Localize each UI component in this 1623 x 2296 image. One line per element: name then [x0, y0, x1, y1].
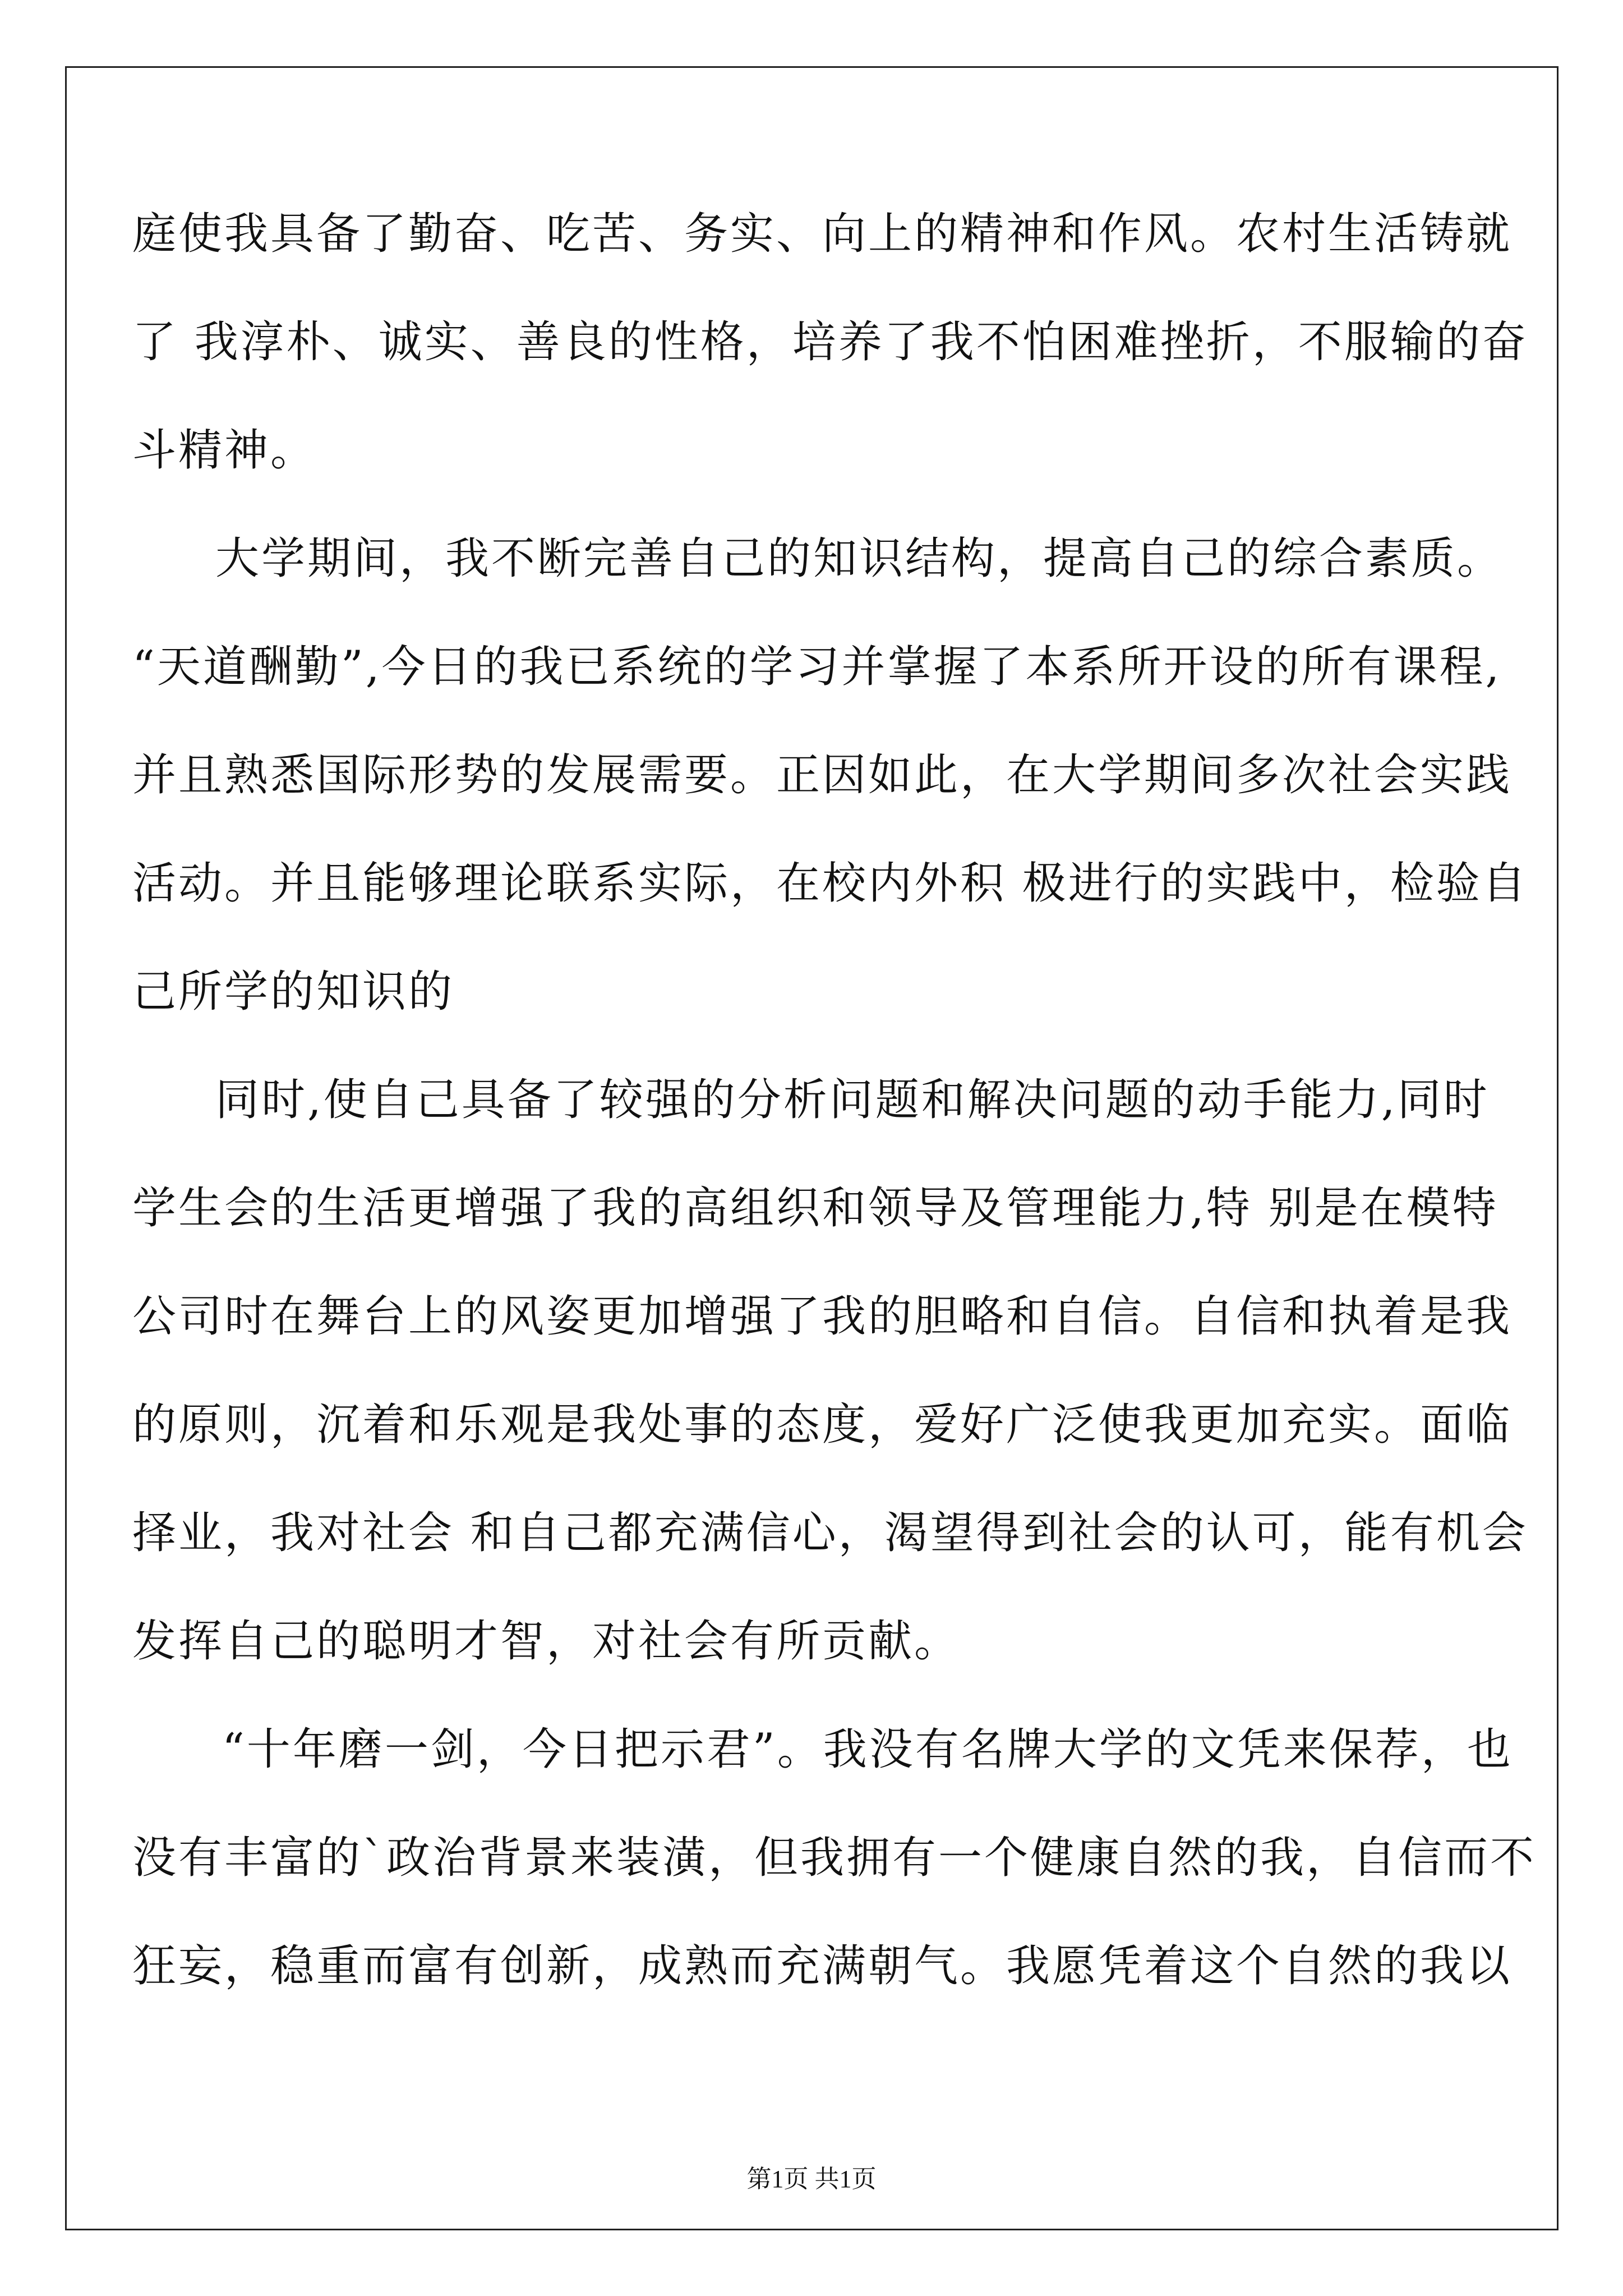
text-line: 公司时在舞台上的风姿更加增强了我的胆略和自信。自信和执着是我: [132, 1291, 1513, 1342]
text-line: 活动。并且能够理论联系实际，在校内外积 极进行的实践中，检验自: [132, 858, 1528, 909]
text-line: 斗精神。: [132, 425, 317, 476]
text-line: 了 我淳朴、诚实、善良的性格，培养了我不怕困难挫折，不服输的奋: [132, 317, 1528, 367]
text-line: 大学期间，我不断完善自己的知识结构，提高自己的综合素质。: [215, 533, 1504, 584]
text-line: 发挥自己的聪明才智，对社会有所贡献。: [132, 1616, 961, 1667]
text-line: 学生会的生活更增强了我的高组织和领导及管理能力,特 别是在模特: [132, 1183, 1498, 1234]
text-line: “天道酬勤”,今日的我已系统的学习并掌握了本系所开设的所有课程,: [132, 642, 1502, 692]
text-line: 没有丰富的`政治背景来装潢，但我拥有一个健康自然的我，自信而不: [132, 1833, 1537, 1883]
text-line: 狂妄，稳重而富有创新，成熟而充满朝气。我愿凭着这个自然的我以: [132, 1941, 1513, 1991]
text-line: “十年磨一剑，今日把示君”。我没有名牌大学的文凭来保荐，也: [222, 1724, 1513, 1775]
text-line: 同时,使自己具备了较强的分析问题和解决问题的动手能力,同时: [215, 1075, 1490, 1125]
page-number: 第1页 共1页: [746, 2165, 877, 2193]
page-border: [65, 66, 1559, 2230]
text-line: 择业，我对社会 和自己都充满信心，渴望得到社会的认可，能有机会: [132, 1508, 1528, 1558]
text-line: 并且熟悉国际形势的发展需要。正因如此，在大学期间多次社会实践: [132, 750, 1513, 800]
text-line: 己所学的知识的: [132, 967, 455, 1017]
text-line: 庭使我具备了勤奋、吃苦、务实、向上的精神和作风。农村生活铸就: [132, 209, 1513, 259]
text-line: 的原则，沉着和乐观是我处事的态度，爱好广泛使我更加充实。面临: [132, 1400, 1513, 1450]
